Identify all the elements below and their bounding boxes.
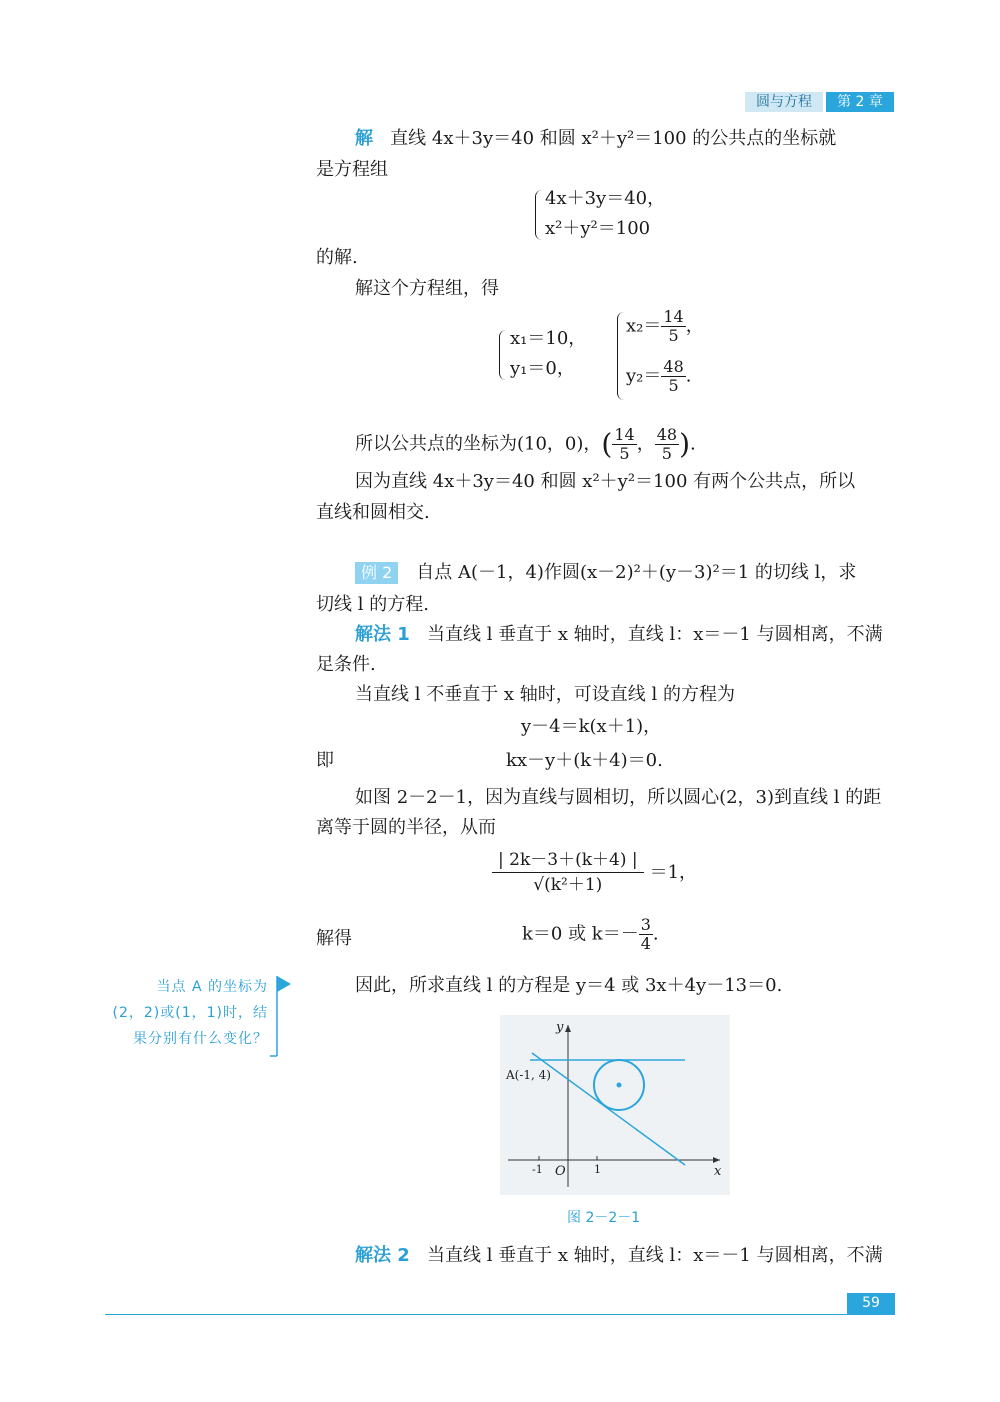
example-badge: 例 2 <box>355 562 398 584</box>
text-solution-of: 的解. <box>316 247 358 268</box>
method1-label: 解法 1 <box>355 624 410 645</box>
equation-general: kx－y＋(k＋4)＝0. <box>506 750 663 771</box>
text-jiede: 解得 <box>316 928 352 949</box>
system1-brace <box>535 190 542 240</box>
text-ji: 即 <box>316 750 334 771</box>
solution-label: 解 <box>355 128 373 149</box>
method1-conclusion: 因此，所求直线 l 的方程是 y＝4 或 3x＋4y－13＝0. <box>355 975 783 996</box>
method1-line-1: 解法 1 当直线 l 垂直于 x 轴时，直线 l：x＝－1 与圆相离，不满 <box>355 624 883 645</box>
system1-eq2: x²＋y²＝100 <box>545 218 651 239</box>
figure-circle-tangent <box>500 1015 730 1195</box>
side-note-marker <box>270 972 292 1062</box>
tick-neg-label: -1 <box>532 1163 543 1176</box>
equation-k-solution: k＝0 或 k＝－ $\frac{3}{4}$ . <box>522 915 659 953</box>
solution-line-1: 解 直线 4x＋3y＝40 和圆 x²＋y²＝100 的公共点的坐标就 <box>355 128 837 149</box>
system1-eq1: 4x＋3y＝40， <box>545 188 666 209</box>
page-number: 59 <box>847 1293 895 1314</box>
footer-rule <box>105 1314 895 1315</box>
example-2-line-2: 切线 l 的方程. <box>316 594 429 615</box>
equation-distance: $\frac{| 2k-3+(k+4) |}{\text{√(k²＋1)}}$ ＝1， <box>492 848 697 897</box>
text-common-points: 所以公共点的坐标为(10，0)，( $\frac{14}{5}$ ， $\frac{48}{5}$ ). <box>355 425 696 463</box>
side-note: 当点 A 的坐标为 (2，2)或(1，1)时，结 果分别有什么变化？ <box>112 979 268 1047</box>
text-solve-system: 解这个方程组，得 <box>355 278 499 299</box>
system2-brace-right <box>617 312 624 400</box>
fraction: $\frac{14}{5}$ <box>614 425 635 463</box>
fraction: $\frac{| 2k-3+(k+4) |}{\text{√(k²＋1)}}$ <box>492 848 644 897</box>
example-2-line-1: 例 2 自点 A(－1，4)作圆(x－2)²＋(y－3)²＝1 的切线 l，求 <box>355 560 935 586</box>
figure-caption: 图 2－2－1 <box>567 1210 641 1226</box>
system2-x2: x₂＝ $\frac{14}{5}$ ， <box>626 307 704 345</box>
header-section-title: 圆与方程 <box>745 92 823 112</box>
method2-label: 解法 2 <box>355 1245 410 1266</box>
system2-y2: y₂＝ $\frac{48}{5}$ . <box>626 357 692 395</box>
tick-pos-label: 1 <box>594 1163 601 1176</box>
origin-label: O <box>555 1164 566 1179</box>
equation-point-slope: y－4＝k(x＋1)， <box>521 716 662 737</box>
method1-line-3: 当直线 l 不垂直于 x 轴时，可设直线 l 的方程为 <box>355 684 735 705</box>
fraction: $\frac{48}{5}$ <box>663 357 684 395</box>
text-intersection-line-1: 因为直线 4x＋3y＝40 和圆 x²＋y²＝100 有两个公共点，所以 <box>355 471 856 492</box>
method1-line-4: 如图 2－2－1，因为直线与圆相切，所以圆心(2，3)到直线 l 的距 <box>355 787 882 808</box>
fraction: $\frac{3}{4}$ <box>640 915 651 953</box>
system2-x1: x₁＝10， <box>510 328 587 349</box>
method2-line-1: 解法 2 当直线 l 垂直于 x 轴时，直线 l：x＝－1 与圆相离，不满 <box>355 1245 883 1266</box>
x-axis-label: x <box>714 1164 722 1179</box>
method1-line-2: 足条件. <box>316 654 376 675</box>
system2-y1: y₁＝0， <box>510 358 575 379</box>
circle-center <box>617 1083 622 1088</box>
fraction: $\frac{48}{5}$ <box>656 425 678 463</box>
system2-brace-left <box>499 330 506 380</box>
method1-line-5: 离等于圆的半径，从而 <box>316 817 496 838</box>
solution-line-2: 是方程组 <box>316 159 388 180</box>
fraction: $\frac{14}{5}$ <box>663 307 684 345</box>
point-a-label: A(-1, 4) <box>506 1068 551 1082</box>
header-chapter: 第 2 章 <box>826 92 894 112</box>
y-axis-label: y <box>556 1020 564 1035</box>
text-intersection-line-2: 直线和圆相交. <box>316 502 430 523</box>
